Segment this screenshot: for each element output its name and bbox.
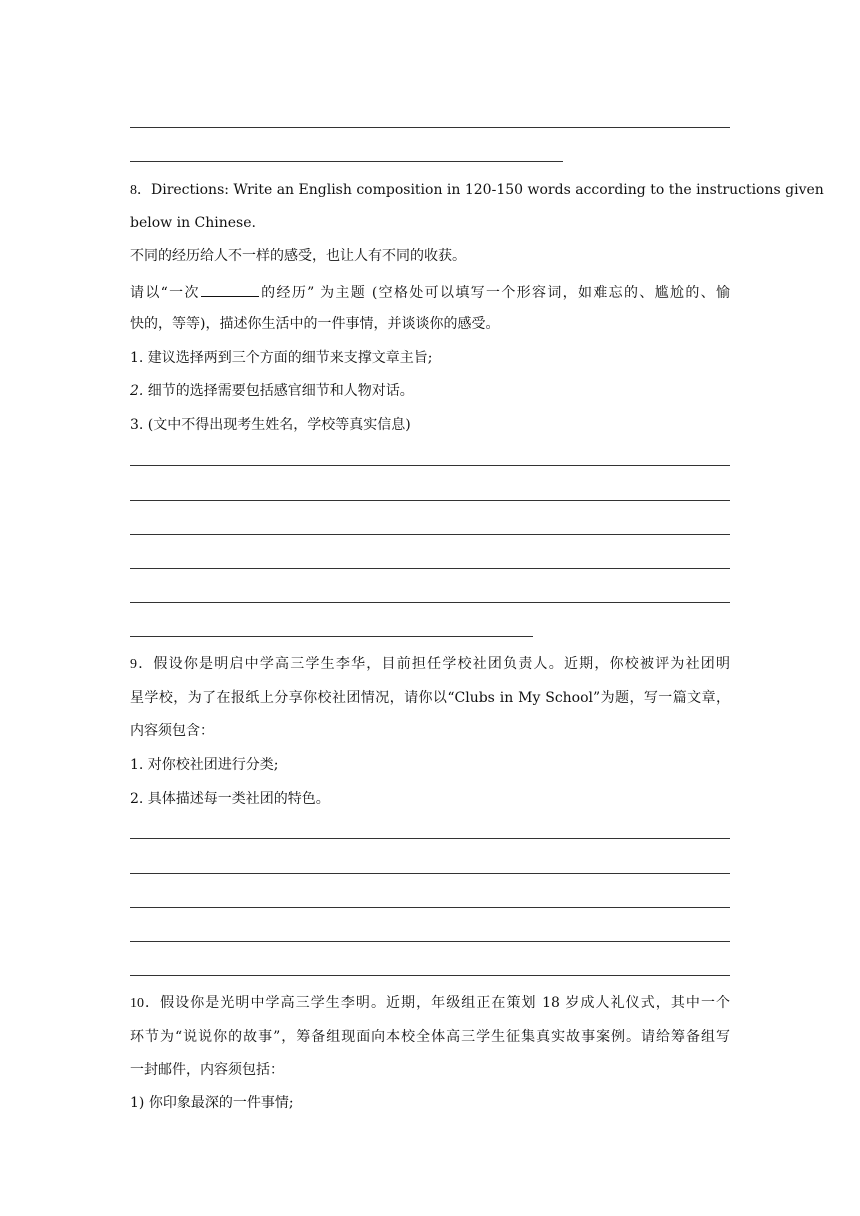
q10-line3: 一封邮件，内容须包括：	[130, 1062, 284, 1078]
q9-line3: 内容须包含：	[130, 723, 214, 739]
answer-line	[130, 500, 730, 501]
q8-line3: 不同的经历给人不一样的感受，也让人有不同的收获。	[130, 248, 466, 264]
q9-text: 假设你是明启中学高三学生李华，目前担任学校社团负责人。近期，你校被评为社团明	[153, 656, 731, 672]
q9-item2: 2. 具体描述每一类社团的特色。	[130, 791, 330, 807]
q10-line2: 环节为“说说你的故事”，筹备组现面向本校全体高三学生征集真实故事案例。请给筹备组写	[130, 1029, 730, 1045]
q8-line4	[130, 282, 730, 303]
q8-line1	[130, 180, 824, 201]
answer-line	[130, 636, 533, 637]
q8-item2-text: 细节的选择需要包括感官细节和人物对话。	[143, 383, 414, 399]
q10-text: 假设你是光明中学高三学生李明。近期，年级组正在策划 18 岁成人礼仪式，其中一个	[160, 995, 731, 1011]
q9-item1: 1. 对你校社团进行分类;	[130, 757, 279, 773]
answer-line	[130, 568, 730, 569]
q8-prompt-start: 请以“一次	[130, 285, 200, 301]
answer-line	[130, 602, 730, 603]
q10-item1: 1) 你印象最深的一件事情;	[130, 1095, 294, 1111]
answer-line	[130, 465, 730, 466]
q9-number: 9．	[130, 657, 154, 672]
q8-line2: below in Chinese.	[130, 215, 256, 231]
q10-number: 10．	[130, 996, 161, 1011]
q8-item3: 3. (文中不得出现考生姓名，学校等真实信息)	[130, 417, 411, 433]
fill-in-blank	[201, 282, 259, 297]
answer-line	[130, 838, 730, 839]
answer-line	[130, 161, 563, 162]
q8-item2	[130, 381, 414, 401]
answer-line	[130, 975, 730, 976]
answer-line	[130, 941, 730, 942]
q8-line5: 快的，等等)，描述你生活中的一件事情，并谈谈你的感受。	[130, 316, 500, 332]
q9-line2: 星学校，为了在报纸上分享你校社团情况，请你以“Clubs in My School”为题，写一篇文章，	[130, 690, 730, 706]
answer-line	[130, 534, 730, 535]
q8-number: 8．	[130, 183, 151, 198]
q8-directions: Directions: Write an English composition in 120-150 words according to the instructions given	[151, 182, 824, 198]
q8-item2-number: 2.	[130, 383, 144, 399]
answer-line	[130, 873, 730, 874]
q9-line1	[130, 654, 730, 675]
q8-prompt-end: 的经历” 为主题 (空格处可以填写一个形容词，如难忘的、尴尬的、愉	[259, 285, 730, 301]
q8-item1: 1. 建议选择两到三个方面的细节来支撑文章主旨;	[130, 350, 433, 366]
q10-line1	[130, 993, 730, 1014]
answer-line	[130, 127, 730, 128]
answer-line	[130, 907, 730, 908]
